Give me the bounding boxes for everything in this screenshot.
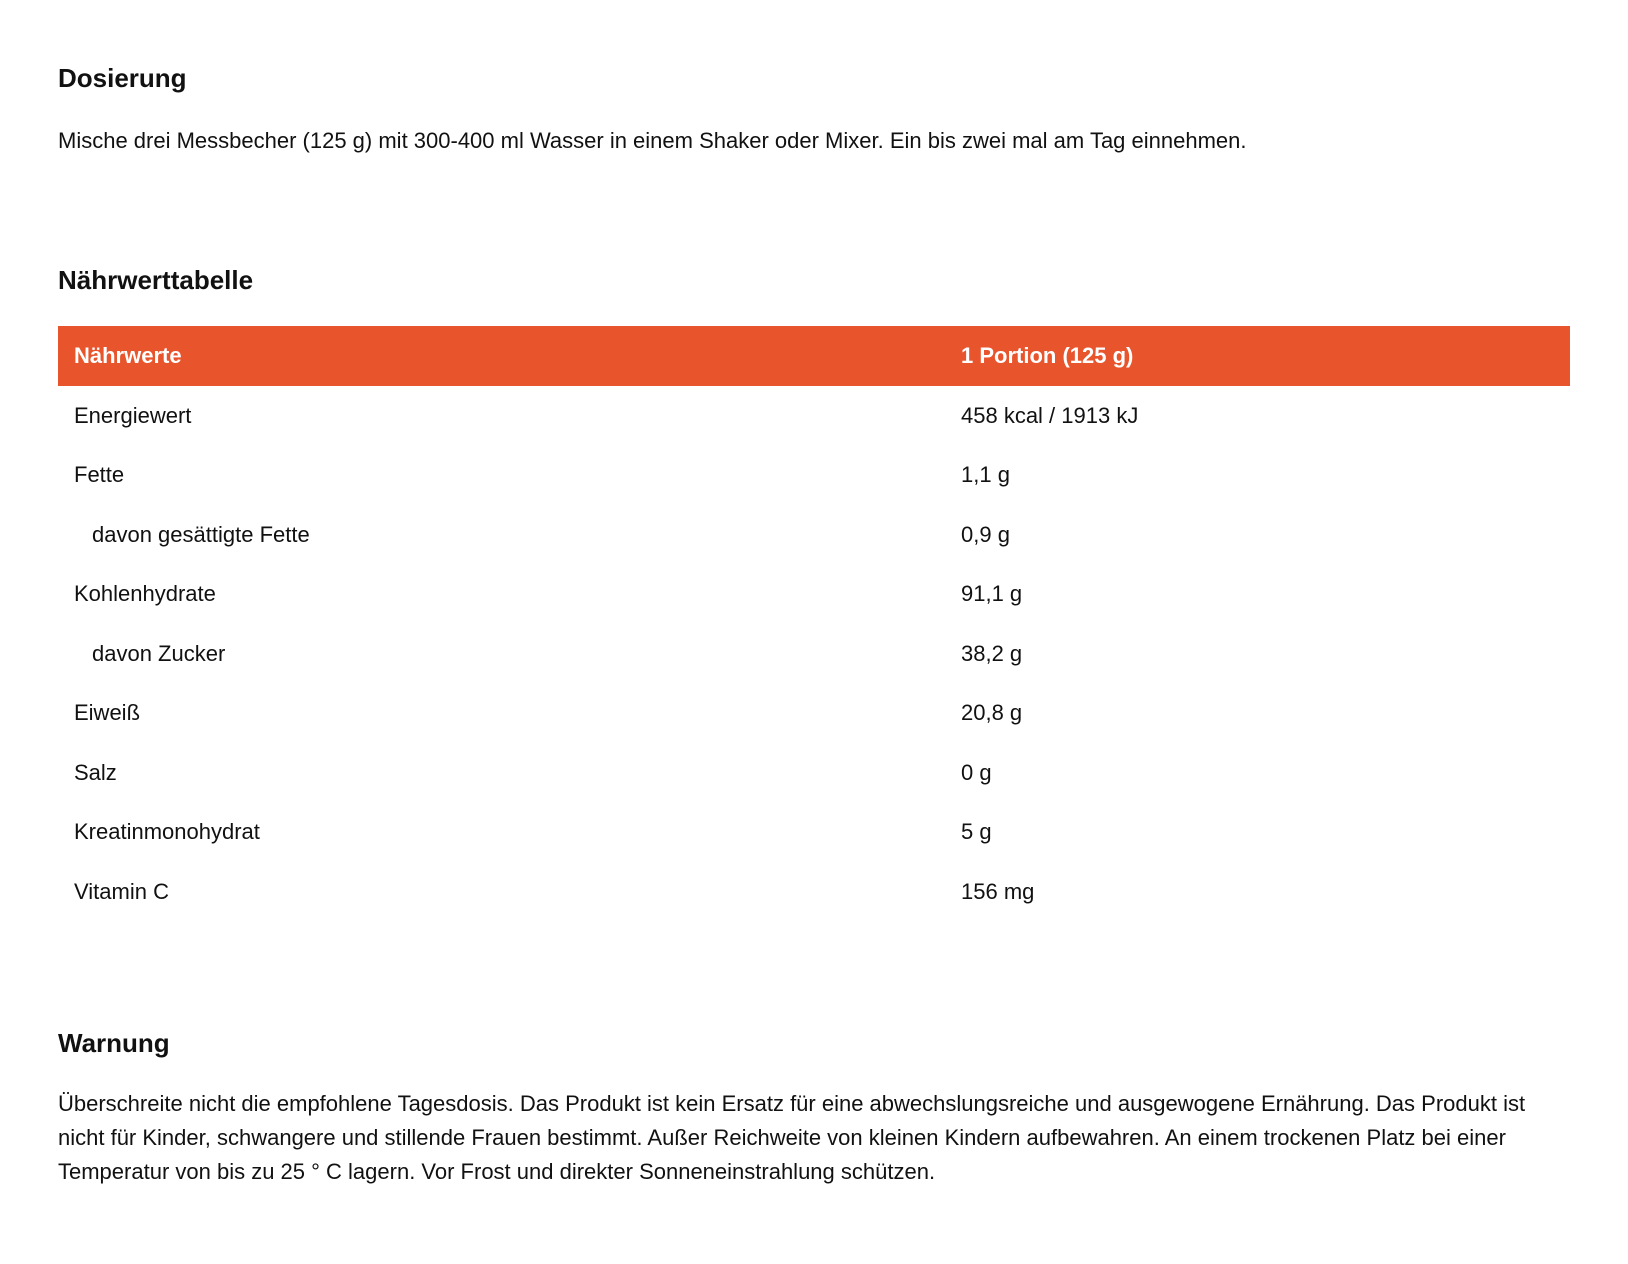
header-cell-naehrwerte: Nährwerte [74,343,182,368]
warnung-section [58,1027,1570,1189]
row-value-cell: 458 kcal / 1913 kJ [961,402,1139,428]
row-value-cell: 0 g [961,759,992,785]
row-value-cell: 1,1 g [961,462,1010,488]
row-name-cell: Kohlenhydrate [74,581,216,607]
table-row [58,565,1570,625]
row-value-cell: 91,1 g [961,581,1023,607]
nutrition-table-body [58,386,1570,922]
table-row [58,684,1570,744]
row-value-cell: 38,2 g [961,640,1023,666]
row-name-cell: Energiewert [74,402,192,428]
row-name-cell: Kreatinmonohydrat [74,819,260,845]
row-value-cell: 5 g [961,819,992,845]
naehrwerttabelle-heading: Nährwerttabelle [58,265,254,295]
row-name-cell: Eiweiß [74,700,141,726]
nutrition-table-header [58,326,1570,386]
row-name-cell: Vitamin C [74,878,169,904]
row-value-cell: 0,9 g [961,521,1010,547]
naehrwerttabelle-section [58,264,1570,922]
row-name-cell: Fette [74,462,125,488]
table-row [58,803,1570,863]
row-value-cell: 20,8 g [961,700,1023,726]
row-name-cell: Salz [74,759,117,785]
row-name-cell: davon Zucker [92,640,226,666]
table-row [58,743,1570,803]
table-row [58,624,1570,684]
table-row [58,862,1570,922]
warnung-text: Überschreite nicht die empfohlene Tagesdosis. Das Produkt ist kein Ersatz für eine abwechslungsreiche und ausgewogene Ernährung. Das Produkt ist nicht für Kinder, schwangere und stillende Frauen bestimmt. Außer Reichweite von kleinen Kindern aufbewahren. An einem trockenen Platz bei einer Temperatur von bis zu 25 ° C lagern. Vor Frost und direkter Sonneneinstrahlung schützen. [58,1091,1526,1184]
dosierung-heading: Dosierung [58,63,187,93]
row-name-cell: davon gesättigte Fette [92,521,310,547]
table-row [58,446,1570,506]
row-value-cell: 156 mg [961,878,1035,904]
nutrition-table [58,326,1570,922]
table-row [58,386,1570,446]
warnung-heading: Warnung [58,1028,170,1058]
nutrition-table-header-row [58,326,1570,386]
table-row [58,505,1570,565]
dosierung-text: Mische drei Messbecher (125 g) mit 300-400 ml Wasser in einem Shaker oder Mixer. Ein bis zwei mal am Tag einnehmen. [58,128,1247,153]
dosierung-section [58,62,1570,158]
header-cell-portion: 1 Portion (125 g) [961,343,1134,368]
